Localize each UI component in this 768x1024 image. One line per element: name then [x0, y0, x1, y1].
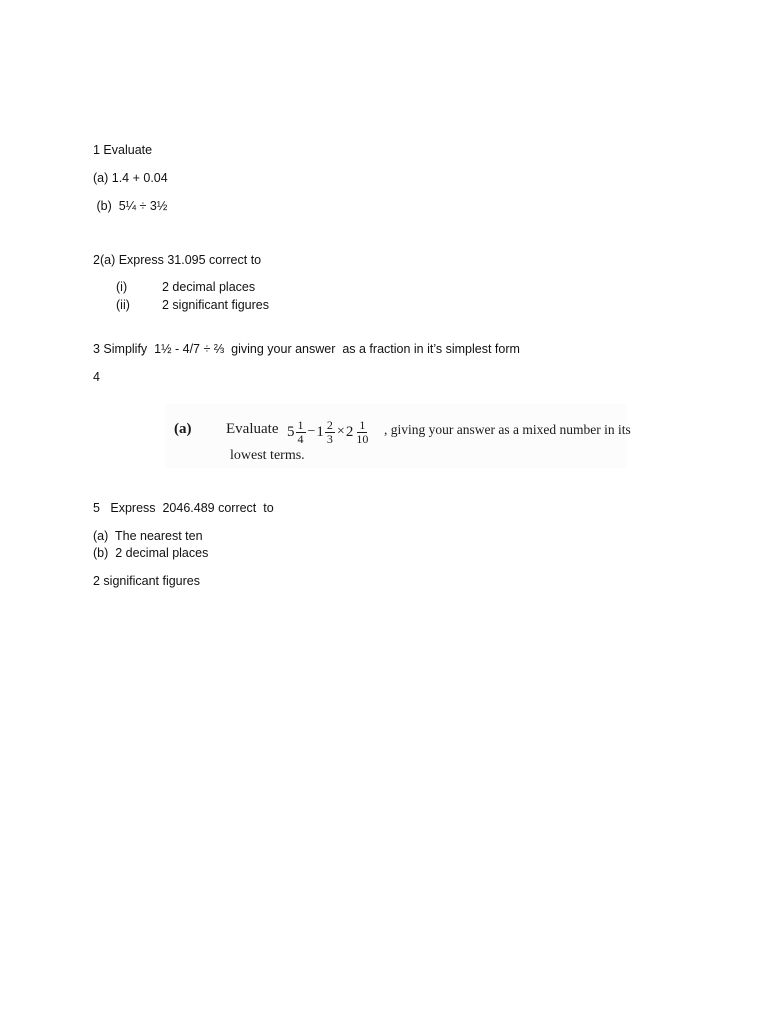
question-2-title: 2(a) Express 31.095 correct to: [93, 253, 262, 267]
scan-part-label: (a): [174, 421, 192, 437]
mixed-2-numerator: 2: [326, 417, 333, 432]
question-4-number: 4: [93, 370, 100, 384]
mixed-3-denominator: 10: [356, 431, 369, 446]
scan-instruction: , giving your answer as a mixed number in its: [384, 422, 631, 437]
mixed-3-whole: 2: [345, 423, 354, 440]
mixed-2-denominator: 3: [326, 431, 333, 446]
scan-evaluate-word: Evaluate: [226, 421, 279, 437]
question-5a: (a) The nearest ten: [93, 529, 203, 543]
question-2-item-ii-text: 2 significant figures: [162, 298, 270, 312]
mixed-1-numerator: 1: [297, 417, 304, 432]
mixed-1-fraction: [296, 419, 306, 446]
mixed-2-whole: 1: [316, 423, 324, 440]
question-4-scanned-image: [166, 404, 631, 468]
question-5-title: 5 Express 2046.489 correct to: [93, 501, 274, 515]
question-2-item-ii-number: (ii): [116, 298, 130, 312]
mixed-3-numerator: 1: [359, 417, 366, 432]
times-sign: ×: [336, 424, 345, 439]
question-1b: (b) 5¼ ÷ 3½: [93, 199, 168, 213]
question-2-item-i-text: 2 decimal places: [162, 280, 256, 294]
question-5b: (b) 2 decimal places: [93, 546, 209, 560]
question-3: 3 Simplify 1½ - 4/7 ÷ ⅔ giving your answer as a fraction in it’s simplest form: [93, 342, 520, 356]
mixed-1-whole: 5: [287, 423, 295, 440]
scan-instruction-continued: lowest terms.: [230, 448, 305, 463]
mixed-3-fraction: [354, 419, 370, 446]
question-2-item-i-number: (i): [116, 280, 128, 294]
minus-sign: −: [307, 424, 316, 439]
question-5c: 2 significant figures: [93, 574, 201, 588]
mixed-1-denominator: 4: [297, 431, 304, 446]
mixed-2-fraction: [325, 419, 335, 446]
question-1-title: 1 Evaluate: [93, 143, 153, 157]
question-1a: (a) 1.4 + 0.04: [93, 171, 168, 185]
scan-expression: [287, 412, 371, 452]
